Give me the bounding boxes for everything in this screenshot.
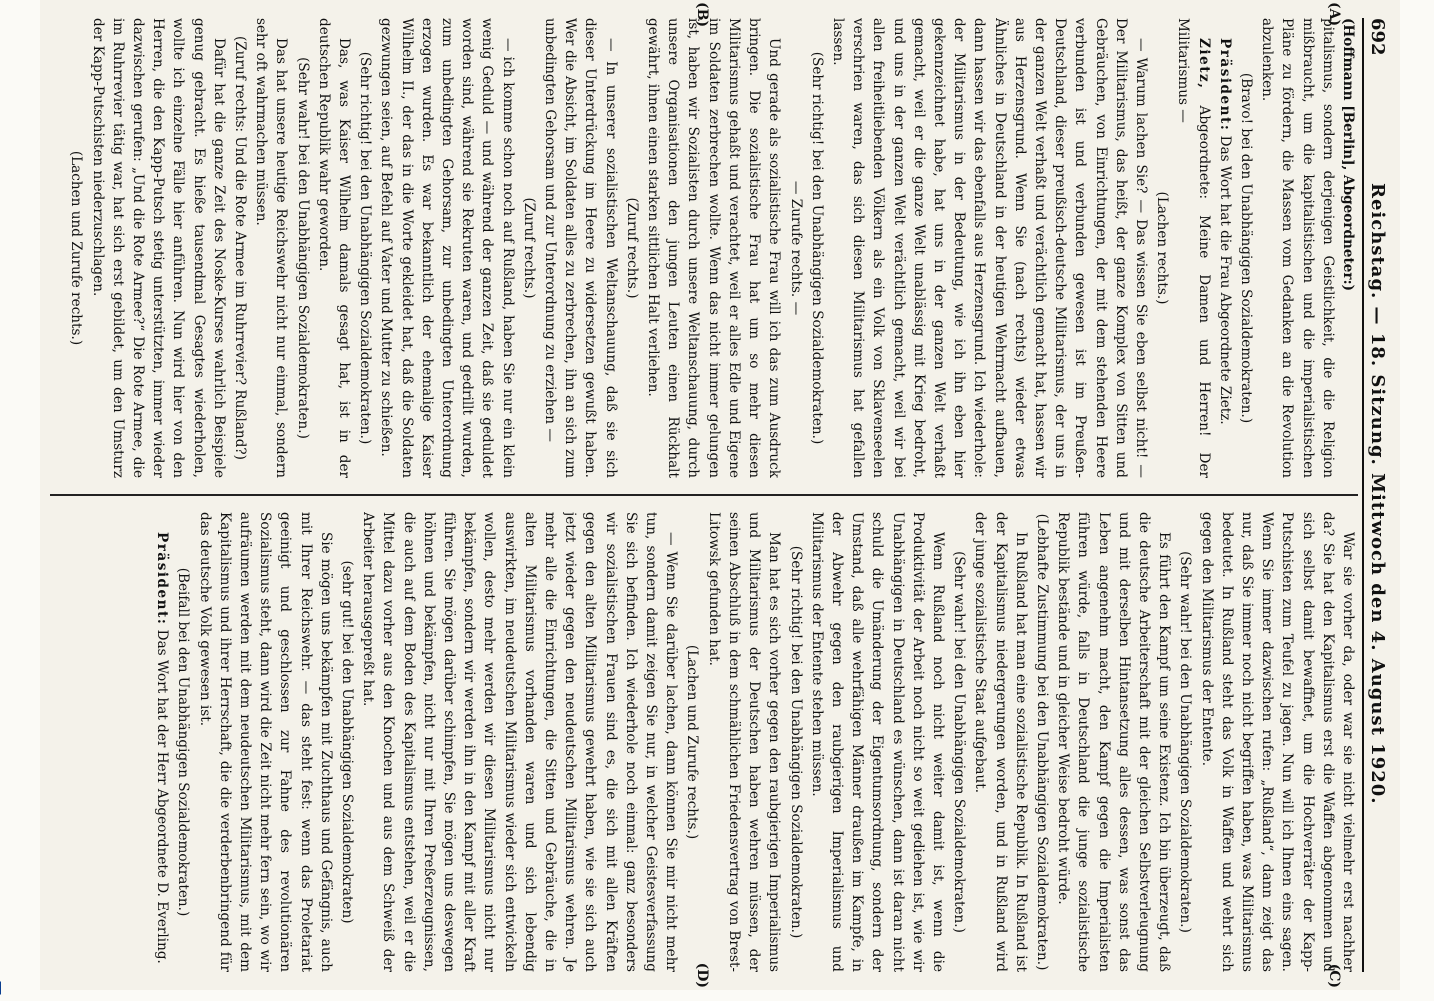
speaker-name: Präsident: [1216, 38, 1233, 132]
paragraph-text: pitalismus, sondern derjenigen Geistlichkeit, die die Religion mißbraucht, um die kapitalistischen und die imperialistischen Pläne zu fördern, die Massen vom Gedanken an die Revolution abzulenken. [1259, 18, 1336, 478]
paragraph [704, 512, 785, 972]
paragraph-text: Sie mögen uns bekämpfen mit Zuchthaus und Gefängnis, auch mit Ihrer Reichswehr. — das steht fest: wenn das Proletariat geeinigt und geschlossen zur Fahne des revolutionären Sozialismus steht, dann wird die Zeit nicht mehr fern sein, wo wir aufräumen werden mit dem neudeutschen Militarismus, mit dem Kapitalismus und ihrer Herrschaft, die die verderbenbringend für das deutsche Volk gewesen ist. [196, 512, 334, 972]
right-column [50, 512, 1358, 972]
page-header [1362, 18, 1392, 972]
paragraph [643, 18, 784, 478]
page-title: Reichstag. — 18. Sitzung. Mittwoch den 4. August 1920. [1367, 183, 1389, 805]
interjection: (Bravo! bei den Unabhängigen Sozialdemokraten.) [1237, 72, 1254, 424]
paragraph [807, 512, 948, 972]
margin-letter-d: (D) [694, 962, 710, 988]
paragraph-text: Man hat es sich vorher gegen den raubgierigen Imperialismus und Militarismus der Deutschen haben wehren müssen, der seinen Abschluß in dem schmählichen Friedensvertrag von Brest-Litowsk gefunden hat. [705, 512, 783, 972]
paragraph-text: — Wenn Sie darüber lachen, dann können Sie mir nicht mehr tun, sondern damit zeigen Sie nur, in welcher Geistesverfassung Sie sich befinden. Ich wiederhole noch einmal: ganz besonders wir sozialistischen Frauen sind es, die sich mit allen Kräften gegen den alten Militarismus gewehrt haben, wie sie sich auch jetzt wieder gegen den neudeutschen Militarismus wehren. Je mehr alle die Einrichtungen, die Sitten und Gebräuche, die in alten Militarismus vorhanden waren und sich lebendig auswirkten, im neudeutschen Militarismus wieder sich entwickeln wollen, desto mehr werden wir diesen Militarismus nicht nur bekämpfen, sondern wir werden ihn in den Kampf mit aller Kraft führen. Sie mögen darüber schimpfen, Sie mögen uns deswegen höhnen und bekämpfen, nicht nur mit Ihren Preßerzeugnissen, die auch auf dem Boden des Kapitalismus entstehen, weil er die Mittel dazu vorher aus den Knochen und aus dem Schweiß der Arbeiter herausgepreßt hat. [360, 512, 680, 972]
paragraph-text: War sie vorher da, oder war sie nicht vielmehr erst nachher da? Sie hat den Kapitalismus erst die Waffen abgenommen und sich selbst damit bewaffnet, um die Hochverräter der Kapp-Putschisten zum Teufel zu jagen. Nun will ich Ihnen eins sagen. Wenn Sie immer dazwischen rufen: „Rußland“, dann zeigt das nur, daß Sie immer noch nicht begriffen haben, was Militarismus bedeutet. In Rußland steht das Volk in Waffen und wehrt sich gegen den Militarismus der Entente. [1198, 512, 1356, 972]
interjection: (Sehr richtig! bei den Unabhängigen Sozialdemokraten.) [787, 545, 804, 939]
paragraph [1215, 18, 1235, 478]
paragraph-text: In Rußland hat man eine sozialistische Republik. In Rußland ist der Kapitalismus niedergerungen worden, und in Rußland wird der junge sozialistische Staat aufgebaut. [972, 512, 1029, 972]
paragraph [1257, 18, 1358, 478]
paragraph [1173, 18, 1213, 478]
interjection: (Zuruf rechts.) [623, 197, 640, 299]
speaker-name: Präsident: [154, 532, 171, 626]
paragraph [1196, 512, 1358, 972]
paragraph-text: — Warum lachen Sie? — Das wissen Sie eben selbst nicht! — Der Militarismus, das heißt, der ganze Komplex von Sitten und Gebräuchen, von Einrichtungen, der mit dem stehenden Heere verbunden ist und verbunden gewesen ist im Preußen-Deutschland, dieser preußisch-deutsche Militarismus, der uns in der ganzen Welt verhaßt und verächtlich gemacht hat, hassen wir aus Herzensgrund. Wenn Sie (nach rechts) wieder etwas Ähnliches in Deutschland in der heutigen Wehrmacht aufbauen, dann hassen wir das ebenfalls aus Herzensgrund. Ich wiederhole: der Militarismus in der Bedeutung, wie ich ihn eben hier gekennzeichnet habe, hat uns in der ganzen Welt verhaßt gemacht, weil er die ganze Welt unablässig mit Krieg bedroht, und uns in der ganzen Welt verächtlich gemacht, weil wir bei allen freiheitliebenden Völkern als ein Volk von Sklavenseelen verschrien waren, das sich diesen Militarismus hat gefallen lassen. [829, 18, 1149, 478]
paragraph-text: Das Wort hat der Herr Abgeordnete D. Everling. [154, 629, 171, 964]
paragraph-text: Abgeordnete: Meine Damen und Herren! Der Militarismus — [1175, 18, 1212, 478]
paragraph-text: Das Wort hat die Frau Abgeordnete Zietz. [1216, 135, 1233, 425]
page-content [40, 0, 1400, 990]
paragraph [1053, 512, 1174, 972]
interjection: (Lachen und Zurufe rechts.) [68, 150, 85, 346]
left-column [50, 18, 1358, 478]
interjection: (Lachen und Zurufe rechts.) [684, 644, 701, 840]
paragraph-text: Und gerade als sozialistische Frau will ich das zum Ausdruck bringen. Die sozialistische Frau hat um so mehr diesen Militarismus gehaßt und verachtet, weil er alles Edle und Eigene im Soldaten zerbrechen wollte. Wenn das nicht immer gelungen ist, haben wir Sozialisten durch unsere Weltanschauung, durch unsere Organisationen den jungen Leuten einen Rückhalt gewährt, ihnen einen starken sittlichen Halt verliehen. [645, 18, 783, 478]
interjection: — Zurufe rechts. — [787, 180, 804, 316]
paragraph [358, 512, 681, 972]
interjection: (sehr gut! bei den Unabhängigen Sozialdemokraten) [339, 560, 356, 924]
paragraph-text: — In unserer sozialistischen Weltanschauung, daß sie sich dieser Unterdrückung im Heere zu widersetzen gewußt haben. Wer die Absicht, im Soldaten alles zu zerbrechen, ihn an sich zum unbedingten Gehorsam und zur Unterordnung zu erziehen — [542, 18, 619, 478]
paragraph [87, 18, 228, 478]
interjection: (Lachen rechts.) [1154, 191, 1171, 305]
paragraph [314, 18, 354, 478]
paragraph-text: Dafür hat die ganze Zeit des Noske-Kurses wahrlich Beispiele genug gebracht. Es hieße tausendmal Gesagtes wiederholen, wollte ich einzelne Fälle hier anführen. Nun wird hier von den Herren, die den Kapp-Putsch stetig unterstützten, immer wieder dazwischen gerufen: „Und die Rote Armee?“ Die Rote Armee, die im Ruhrrevier tätig war, hat sich erst gebildet, um den Umsturz der Kapp-Putschisten niederzuschlagen. [89, 18, 227, 478]
paragraph-text: Das, was Kaiser Wilhelm damals gesagt hat, ist in der deutschen Republik wahr geworden. [315, 18, 353, 478]
paragraph-text: Das hat unsere heutige Reichswehr nicht nur einmal, sondern sehr oft wahrmachen müssen. [253, 18, 290, 478]
interjection: (Sehr wahr! bei den Unabhängigen Sozialdemokraten.) [1177, 551, 1194, 933]
paragraph-text: Es führt den Kampf um seine Existenz. Ich bin überzeugt, daß die deutsche Arbeiterschaft mit der gleichen Selbstverleugnung und mit derselben Hintansetzung alles dessen, was sonst das Leben angenehm macht, den Kampf gegen die Imperialisten führen würde, falls in Deutschland die junge sozialistische Republik bestände und in gleicher Weise bedroht würde. [1055, 512, 1173, 972]
interjection: (Sehr richtig! bei den Unabhängigen Sozialdemokraten.) [808, 51, 825, 445]
interjection: (Sehr richtig! bei den Unabhängigen Sozialdemokraten.) [357, 51, 374, 445]
scanned-page [40, 0, 1400, 990]
text-columns [50, 18, 1358, 972]
interjection: (Lebhafte Zustimmung bei den Unabhängigen Sozialdemokraten.) [1033, 513, 1050, 971]
dfg-logo [0, 982, 1, 995]
paragraph [828, 18, 1151, 478]
paragraph-text: — ich komme schon noch auf Rußland, haben Sie nur ein klein wenig Geduld — und während der ganzen Zeit, daß sie geduldet worden sind, während sie Rekruten waren, und gedrillt wurden, zum unbedingten Gehorsam, zur unbedingten Unterordnung erzogen wurden. Es war bekanntlich der ehemalige Kaiser Wilhelm II., der das in die Worte gekleidet hat, daß die Soldaten gezwungen seien, auf Befehl auf Vater und Mutter zu schießen. [378, 18, 516, 478]
interjection: (Zuruf rechts: Und die Rote Armee im Ruhrrevier? Rußland?) [232, 36, 249, 460]
interjection: (Zuruf rechts.) [520, 197, 537, 299]
interjection: (Sehr wahr! bei den Unabhängigen Sozialdemokraten.) [294, 57, 311, 439]
margin-letter-b: (B) [694, 2, 710, 28]
margin-letter-c: (C) [1326, 963, 1342, 988]
page-number: 692 [1367, 18, 1389, 56]
paragraph [376, 18, 517, 478]
column-divider [50, 494, 1358, 496]
interjection: (Sehr wahr! bei den Unabhängigen Sozialdemokraten.) [951, 551, 968, 933]
paragraph [251, 18, 291, 478]
digitization-credit [6, 0, 34, 1000]
paragraph-text: Wenn Rußland noch nicht weiter damit ist, wenn die Produktivität der Arbeit noch nicht so weit gediehen ist, wie wir Unabhängigen in Deutschland es wünschen, dann ist daran nicht schuld die Umänderung der Eigentumsordnung, sondern der Umstand, daß alle wehrfähigen Männer draußen im Kampfe, in der Abwehr gegen den raubgierigen Imperialismus und Militarismus der Entente stehen müssen. [808, 512, 946, 972]
speaker-label: (Hoffmann [Berlin], Abgeordneter:) [1340, 18, 1356, 292]
paragraph [970, 512, 1031, 972]
interjection: (Beifall bei den Unabhängigen Sozialdemokraten.) [175, 567, 192, 917]
margin-letter-a: (A) [1326, 2, 1342, 27]
paragraph [194, 512, 335, 972]
speaker-name: Zietz, [1195, 38, 1212, 90]
paragraph [152, 512, 172, 972]
paragraph [540, 18, 621, 478]
